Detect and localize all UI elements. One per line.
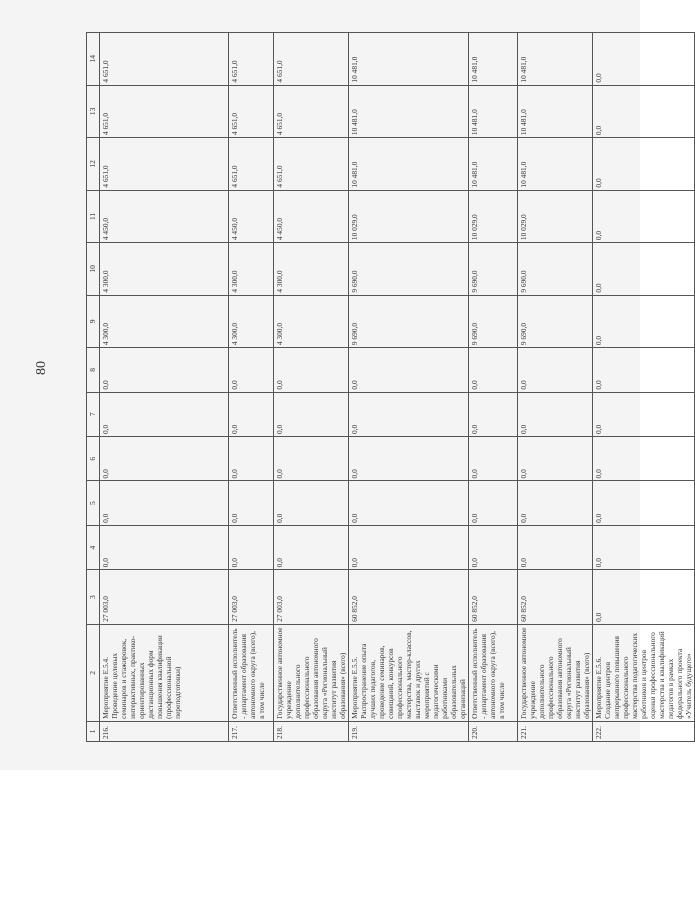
- col-header: 3: [87, 570, 100, 625]
- value-cell: 0,0: [349, 348, 469, 392]
- value-cell: 0,0: [593, 481, 695, 525]
- table-row: [274, 33, 349, 742]
- value-cell: 0,0: [349, 392, 469, 436]
- col-header: 7: [87, 392, 100, 436]
- row-number-cell: 217.: [229, 721, 274, 741]
- value-cell: 9 690,0: [518, 243, 593, 296]
- row-number-cell: 220.: [469, 721, 518, 741]
- value-cell: 0,0: [518, 525, 593, 569]
- row-number-cell: 222.: [593, 721, 695, 741]
- value-cell: 4 651,0: [274, 138, 349, 191]
- value-cell: 0,0: [349, 525, 469, 569]
- value-cell: 10 481,0: [469, 85, 518, 138]
- value-cell: 4 651,0: [100, 138, 229, 191]
- value-cell: 4 450,0: [100, 190, 229, 243]
- col-header: 8: [87, 348, 100, 392]
- value-cell: 0,0: [229, 348, 274, 392]
- value-cell: 4 450,0: [274, 190, 349, 243]
- row-number-cell: 219.: [349, 721, 469, 741]
- row-number-cell: 221.: [518, 721, 593, 741]
- col-header: 6: [87, 437, 100, 481]
- table-row: [469, 33, 518, 742]
- value-cell: 0,0: [593, 570, 695, 625]
- value-cell: 4 651,0: [229, 138, 274, 191]
- value-cell: 0,0: [593, 437, 695, 481]
- value-cell: 0,0: [593, 295, 695, 348]
- value-cell: 0,0: [469, 437, 518, 481]
- value-cell: 0,0: [518, 481, 593, 525]
- row-name-cell: Ответственный исполнитель - департамент образования автономного округа (всего), в том числе: [229, 624, 274, 721]
- value-cell: 4 651,0: [274, 33, 349, 86]
- row-name-cell: Мероприятие Е.5.6. Создание центров непрерывного повышения профессионального мастерства педагогических работников и центров оценки профессионального мастерства и квалификаций педагогов в рамках федерального проекта «Учитель будущего»: [593, 624, 695, 721]
- value-cell: 0,0: [349, 437, 469, 481]
- table-row: [100, 33, 229, 742]
- value-cell: 60 852,0: [518, 570, 593, 625]
- value-cell: 0,0: [229, 392, 274, 436]
- row-name-cell: Государственное автономное учреждение дополнительного профессионального образования автономного округа «Региональный институт развития образования» (всего): [518, 624, 593, 721]
- value-cell: 0,0: [593, 243, 695, 296]
- col-header: 2: [87, 624, 100, 721]
- value-cell: 0,0: [229, 481, 274, 525]
- value-cell: 10 481,0: [469, 138, 518, 191]
- row-number-cell: 218.: [274, 721, 349, 741]
- value-cell: 0,0: [274, 437, 349, 481]
- value-cell: 4 651,0: [274, 85, 349, 138]
- value-cell: 4 651,0: [100, 33, 229, 86]
- value-cell: 60 852,0: [469, 570, 518, 625]
- value-cell: 4 300,0: [229, 295, 274, 348]
- value-cell: 0,0: [100, 481, 229, 525]
- value-cell: 0,0: [593, 525, 695, 569]
- value-cell: 0,0: [593, 33, 695, 86]
- value-cell: 10 481,0: [518, 33, 593, 86]
- value-cell: 60 852,0: [349, 570, 469, 625]
- col-header: 14: [87, 33, 100, 86]
- value-cell: 9 690,0: [469, 243, 518, 296]
- value-cell: 0,0: [100, 525, 229, 569]
- value-cell: 27 003,0: [100, 570, 229, 625]
- col-header: 9: [87, 295, 100, 348]
- value-cell: 9 690,0: [349, 243, 469, 296]
- value-cell: 4 651,0: [229, 33, 274, 86]
- rotated-table-container: [86, 32, 693, 742]
- value-cell: 27 003,0: [229, 570, 274, 625]
- col-header: 13: [87, 85, 100, 138]
- value-cell: 0,0: [593, 85, 695, 138]
- value-cell: 0,0: [349, 481, 469, 525]
- header-row: [87, 33, 100, 742]
- value-cell: 9 690,0: [518, 295, 593, 348]
- value-cell: 10 481,0: [518, 85, 593, 138]
- row-name-cell: Мероприятие Е.5.5. Распространение опыта лучших педагогов, проведение семинаров, совещаний, конкурсов профессионального мастерства, мастер-классов, выставок и других мероприятий с педагогическими работниками образовательных организаций: [349, 624, 469, 721]
- value-cell: 0,0: [593, 138, 695, 191]
- col-header: 5: [87, 481, 100, 525]
- value-cell: 0,0: [274, 481, 349, 525]
- table-row: [518, 33, 593, 742]
- value-cell: 0,0: [274, 392, 349, 436]
- value-cell: 4 450,0: [229, 190, 274, 243]
- value-cell: 4 300,0: [274, 243, 349, 296]
- value-cell: 0,0: [469, 481, 518, 525]
- value-cell: 4 300,0: [229, 243, 274, 296]
- page-number: 80: [34, 361, 49, 375]
- value-cell: 9 690,0: [469, 295, 518, 348]
- value-cell: 10 481,0: [349, 85, 469, 138]
- row-name-cell: Мероприятие Е.5.4. Проведение целевых семинаров и стажировок, интерактивных, практико-ориентированных дистанционных форм повышения квалификации (профессиональной переподготовки): [100, 624, 229, 721]
- col-header: 11: [87, 190, 100, 243]
- value-cell: 0,0: [100, 437, 229, 481]
- value-cell: 4 300,0: [100, 295, 229, 348]
- value-cell: 4 651,0: [229, 85, 274, 138]
- table-row: [349, 33, 469, 742]
- row-name-cell: Государственное автономное учреждение дополнительного профессионального образования автономного округа «Региональный институт развития образования» (всего): [274, 624, 349, 721]
- value-cell: 0,0: [518, 392, 593, 436]
- value-cell: 0,0: [469, 348, 518, 392]
- value-cell: 10 029,0: [469, 190, 518, 243]
- col-header: 12: [87, 138, 100, 191]
- value-cell: 0,0: [100, 392, 229, 436]
- value-cell: 4 651,0: [100, 85, 229, 138]
- row-number-cell: 216.: [100, 721, 229, 741]
- value-cell: 4 300,0: [274, 295, 349, 348]
- value-cell: 0,0: [518, 437, 593, 481]
- value-cell: 0,0: [229, 525, 274, 569]
- value-cell: 0,0: [229, 437, 274, 481]
- value-cell: 0,0: [274, 525, 349, 569]
- budget-table: [86, 32, 695, 742]
- value-cell: 0,0: [593, 392, 695, 436]
- value-cell: 27 003,0: [274, 570, 349, 625]
- value-cell: 10 481,0: [349, 138, 469, 191]
- value-cell: 10 481,0: [349, 33, 469, 86]
- col-header: 10: [87, 243, 100, 296]
- value-cell: 0,0: [593, 348, 695, 392]
- table-row: [229, 33, 274, 742]
- value-cell: 0,0: [469, 392, 518, 436]
- col-header: 4: [87, 525, 100, 569]
- table-row: [593, 33, 695, 742]
- table-body: [87, 33, 695, 742]
- value-cell: 4 300,0: [100, 243, 229, 296]
- value-cell: 0,0: [469, 525, 518, 569]
- value-cell: 0,0: [518, 348, 593, 392]
- col-header: 1: [87, 721, 100, 741]
- value-cell: 0,0: [100, 348, 229, 392]
- value-cell: 10 481,0: [469, 33, 518, 86]
- value-cell: 0,0: [593, 190, 695, 243]
- value-cell: 10 481,0: [518, 138, 593, 191]
- value-cell: 10 029,0: [518, 190, 593, 243]
- row-name-cell: Ответственный исполнитель - департамент образования автономного округа (всего), в том числе: [469, 624, 518, 721]
- value-cell: 0,0: [274, 348, 349, 392]
- value-cell: 10 029,0: [349, 190, 469, 243]
- value-cell: 9 690,0: [349, 295, 469, 348]
